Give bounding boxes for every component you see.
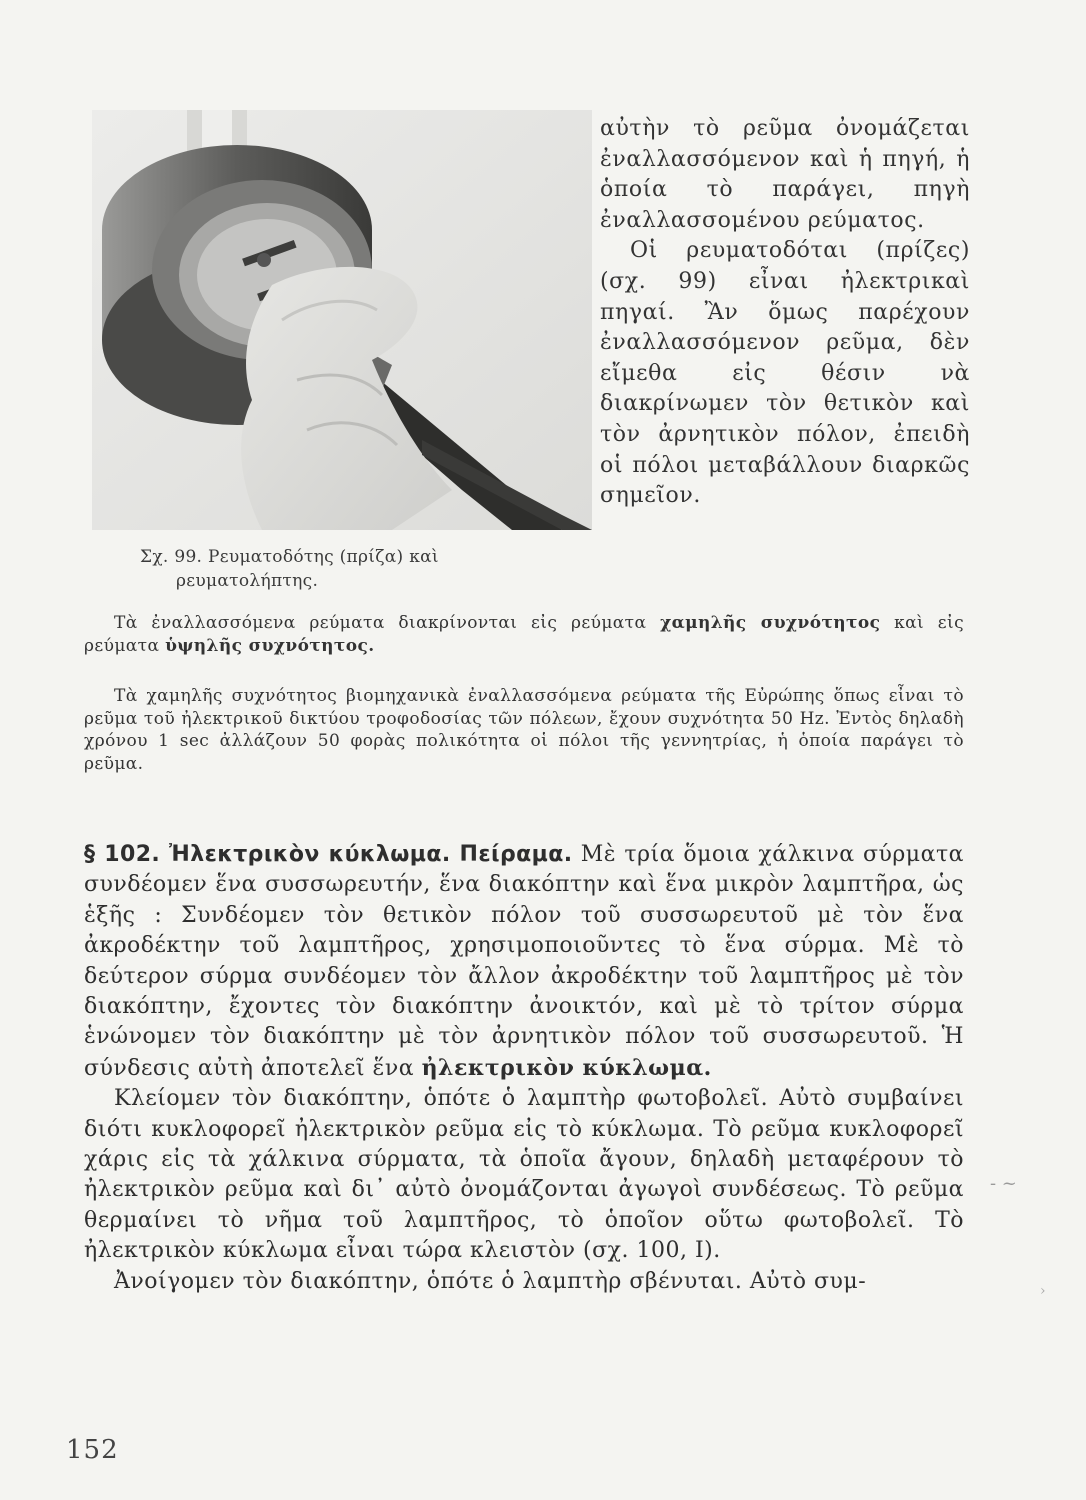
paragraph: αὐτὴν τὸ ρεῦμα ὀνομάζεται ἐναλλασσόμενον καὶ ἡ πηγή, ἡ ὁποία τὸ παράγει, πηγὴ ἐναλλασσομένου ρεύματος.	[600, 116, 970, 233]
section-body	[84, 840, 964, 1297]
paragraph: Τὰ χαμηλῆς συχνότητος βιομηχανικὰ ἐναλλασσόμενα ρεύματα τῆς Εὐρώπης ὅπως εἶναι τὸ ρεῦμα τοῦ ἠλεκτρικοῦ δικτύου τροφοδοσίας τῶν πόλεων, ἔχουν συχνότητα 50 Hz. Ἐντὸς δηλαδὴ χρόνου 1 sec ἀλλάζουν 50 φορὰς πολικότητα οἱ πόλοι τῆς γεννητρίας, ἡ ὁποία παράγει τὸ ρεῦμα.	[84, 686, 964, 774]
paragraph: Οἱ ρευματοδόται (πρίζες) (σχ. 99) εἶναι ἠλεκτρικαὶ πηγαί. Ἂν ὅμως παρέχουν ἐναλλασσόμενον ρεῦμα, δὲν εἴμεθα εἰς θέσιν νὰ διακρίνωμεν τὸν θετικὸν καὶ τὸν ἀρνητικὸν πόλον, ἐπειδὴ οἱ πόλοι μεταβάλλουν διαρκῶς σημεῖον.	[600, 238, 970, 509]
text-run: καὶ εἰς ρεύματα	[84, 613, 964, 656]
margin-arrow-mark: ›	[1040, 1283, 1046, 1299]
bold-term: χαμηλῆς συχνότητος	[660, 613, 881, 633]
figure-caption-line2: ρευματολήπτης.	[176, 571, 319, 591]
paragraph: Ἀνοίγομεν τὸν διακόπτην, ὁπότε ὁ λαμπτὴρ σβένυται. Αὐτὸ συμ-	[114, 1268, 867, 1294]
text-run: Μὲ τρία ὅμοια χάλκινα σύρματα συνδέομεν ἕνα συσσωρευτήν, ἕνα διακόπτην καὶ ἕνα μικρὸν λαμπτῆρα, ὡς ἑξῆς : Συνδέομεν τὸν θετικὸν πόλον τοῦ συσσωρευτοῦ μὲ τὸν ἕνα ἀκροδέκτην τοῦ λαμπτῆρος, χρησιμοποιοῦντες τὸ ἕνα σύρμα. Μὲ τὸ δεύτερον σύρμα συνδέομεν τὸν ἄλλον ἀκροδέκτην τοῦ λαμπτῆρος μὲ τὸν διακόπτην, ἔχοντες τὸν διακόπτην ἀνοικτόν, καὶ μὲ τὸ τρίτον σύρμα ἑνώνομεν τὸν διακόπτην μὲ τὸν ἀρνητικὸν πόλον τοῦ συσσωρευτοῦ. Ἡ σύνδεσις αὐτὴ ἀποτελεῖ ἕνα	[84, 842, 964, 1081]
figure-caption-line1: Σχ. 99. Ρευματοδότης (πρίζα) καὶ	[140, 547, 439, 567]
text-run: Τὰ ἐναλλασσόμενα ρεύματα διακρίνονται εἰς ρεύματα	[114, 613, 661, 633]
small-text-paragraph	[84, 612, 964, 657]
section-heading: § 102. Ἠλεκτρικὸν κύκλωμα. Πείραμα.	[84, 842, 573, 867]
socket-plug-photo	[92, 110, 592, 530]
figure-caption	[140, 545, 540, 593]
small-text-paragraph	[84, 685, 964, 775]
right-column-text	[600, 114, 970, 512]
socket-plug-illustration	[92, 110, 592, 530]
bold-term: ὑψηλῆς συχνότητος.	[165, 635, 375, 656]
page-number: 152	[66, 1435, 119, 1465]
margin-dash-mark: - ~	[990, 1173, 1017, 1194]
paragraph: Κλείομεν τὸν διακόπτην, ὁπότε ὁ λαμπτὴρ φωτοβολεῖ. Αὐτὸ συμβαίνει διότι κυκλοφορεῖ ἠλεκτρικὸν ρεῦμα εἰς τὸ κύκλωμα. Τὸ ρεῦμα κυκλοφορεῖ χάρις εἰς τὰ χάλκινα σύρματα, τὰ ὁποῖα ἄγουν, δηλαδὴ μεταφέρουν τὸ ἠλεκτρικὸν ρεῦμα καὶ δι᾽ αὐτὸ ὀνομάζονται ἀγωγοὶ συνδέσεως. Τὸ ρεῦμα θερμαίνει τὸ νῆμα τοῦ λαμπτῆρος, τὸ ὁποῖον οὕτω φωτοβολεῖ. Τὸ ἠλεκτρικὸν κύκλωμα εἶναι τώρα κλειστὸν (σχ. 100, I).	[84, 1086, 964, 1264]
bold-term: ἠλεκτρικὸν κύκλωμα.	[421, 1054, 712, 1081]
